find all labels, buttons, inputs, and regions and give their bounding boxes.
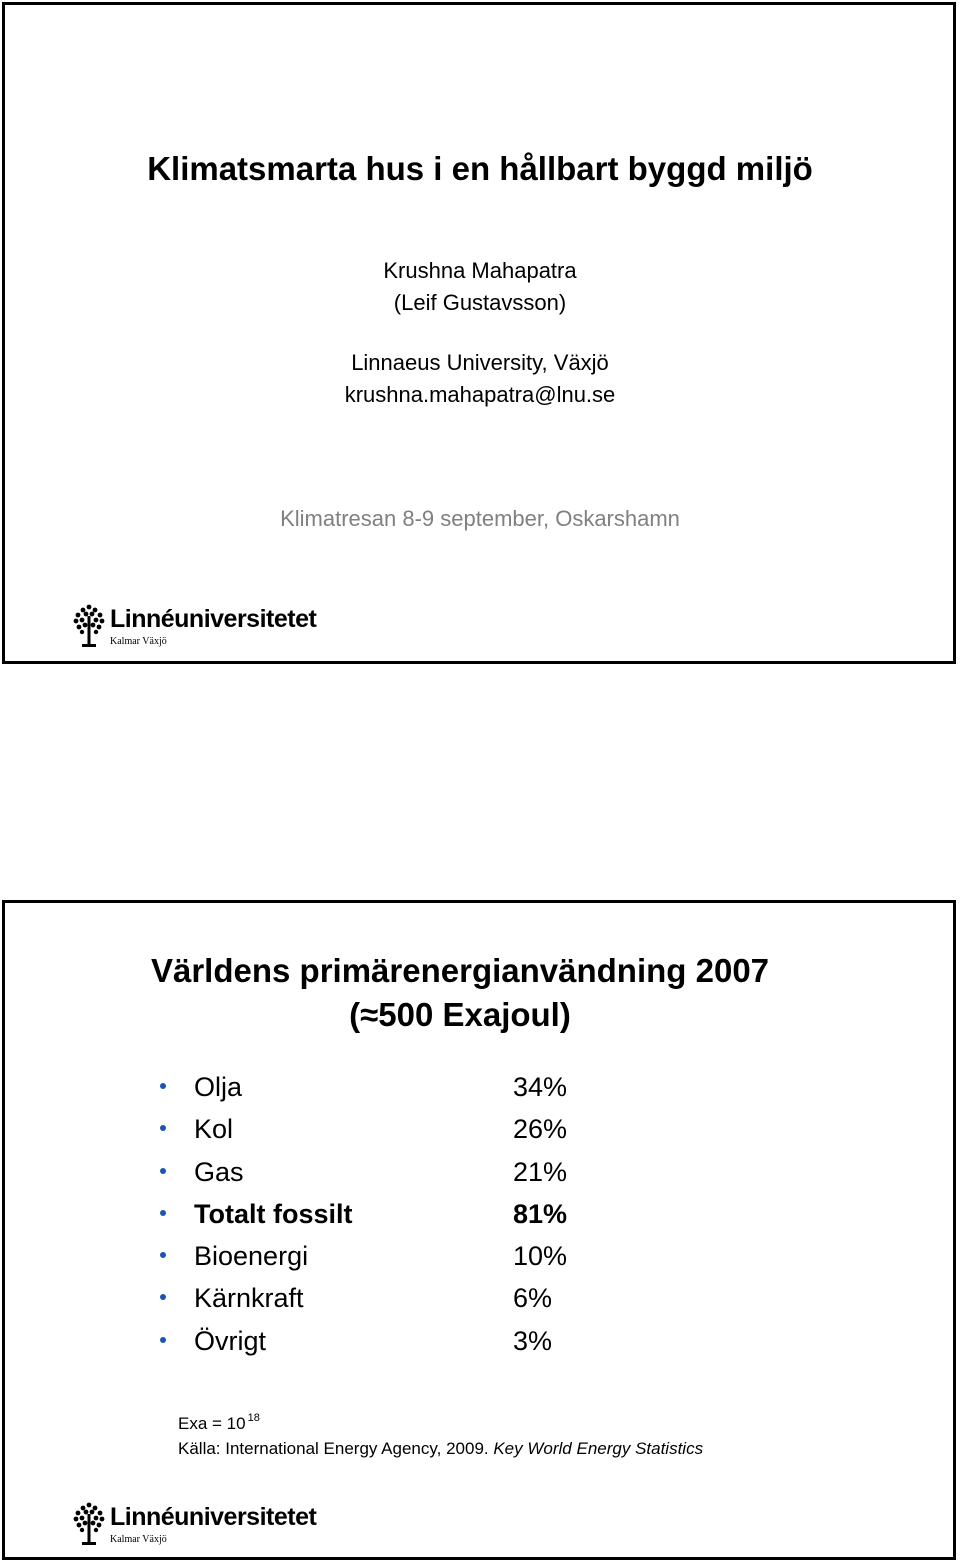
list-item-value: 34% (513, 1072, 568, 1102)
list-item-value: 3% (513, 1325, 553, 1356)
slide-2-title-line-1: Världens primärenergianvändning 2007 (150, 952, 770, 989)
source-title: Key World Energy Statistics (493, 1439, 704, 1458)
logo-wordmark: Linnéuniversitetet (110, 605, 317, 633)
affiliation: Linnaeus University, Växjö (351, 350, 609, 375)
slide-1-title: Klimatsmarta hus i en hållbart byggd miljö (147, 150, 813, 187)
coauthor-name: (Leif Gustavsson) (393, 290, 567, 315)
list-item-label: Totalt fossilt (194, 1198, 353, 1229)
bullet-icon (160, 1337, 166, 1343)
email-address: krushna.mahapatra@lnu.se (344, 382, 616, 407)
logo-subtitle: Kalmar Växjö (110, 1534, 167, 1545)
slide-1 (2, 2, 956, 664)
exa-exponent: 18 (247, 1412, 260, 1424)
list-item-label: Kol (194, 1114, 234, 1145)
tree-icon (72, 604, 106, 648)
university-logo (72, 1502, 322, 1548)
list-item-value: 21% (513, 1156, 568, 1187)
bullet-icon (160, 1083, 166, 1089)
source-prefix: Källa: International Energy Agency, 2009. (178, 1439, 494, 1458)
slide-2-title-line-2: (≈500 Exajoul) (349, 996, 571, 1033)
list-item-label: Kärnkraft (194, 1283, 304, 1314)
list-item-value: 6% (513, 1283, 553, 1314)
logo-subtitle: Kalmar Växjö (110, 636, 167, 647)
logo-wordmark: Linnéuniversitetet (110, 1503, 317, 1531)
exa-footnote (178, 1412, 260, 1434)
author-name: Krushna Mahapatra (383, 258, 577, 283)
bullet-icon (160, 1210, 166, 1216)
list-item-value: 26% (513, 1114, 568, 1145)
list-item-label: Gas (194, 1156, 244, 1187)
university-logo (72, 604, 322, 650)
bullet-icon (160, 1168, 166, 1174)
tree-icon (72, 1502, 106, 1546)
list-item-value: 10% (513, 1241, 568, 1272)
list-item-label: Olja (194, 1072, 243, 1102)
source-footnote (178, 1439, 703, 1459)
list-item-label: Övrigt (194, 1325, 267, 1356)
event-line: Klimatresan 8-9 september, Oskarshamn (280, 506, 680, 531)
list-item-value: 81% (513, 1198, 568, 1229)
exa-prefix: Exa = 10 (178, 1414, 246, 1433)
list-item-label: Bioenergi (194, 1241, 309, 1272)
